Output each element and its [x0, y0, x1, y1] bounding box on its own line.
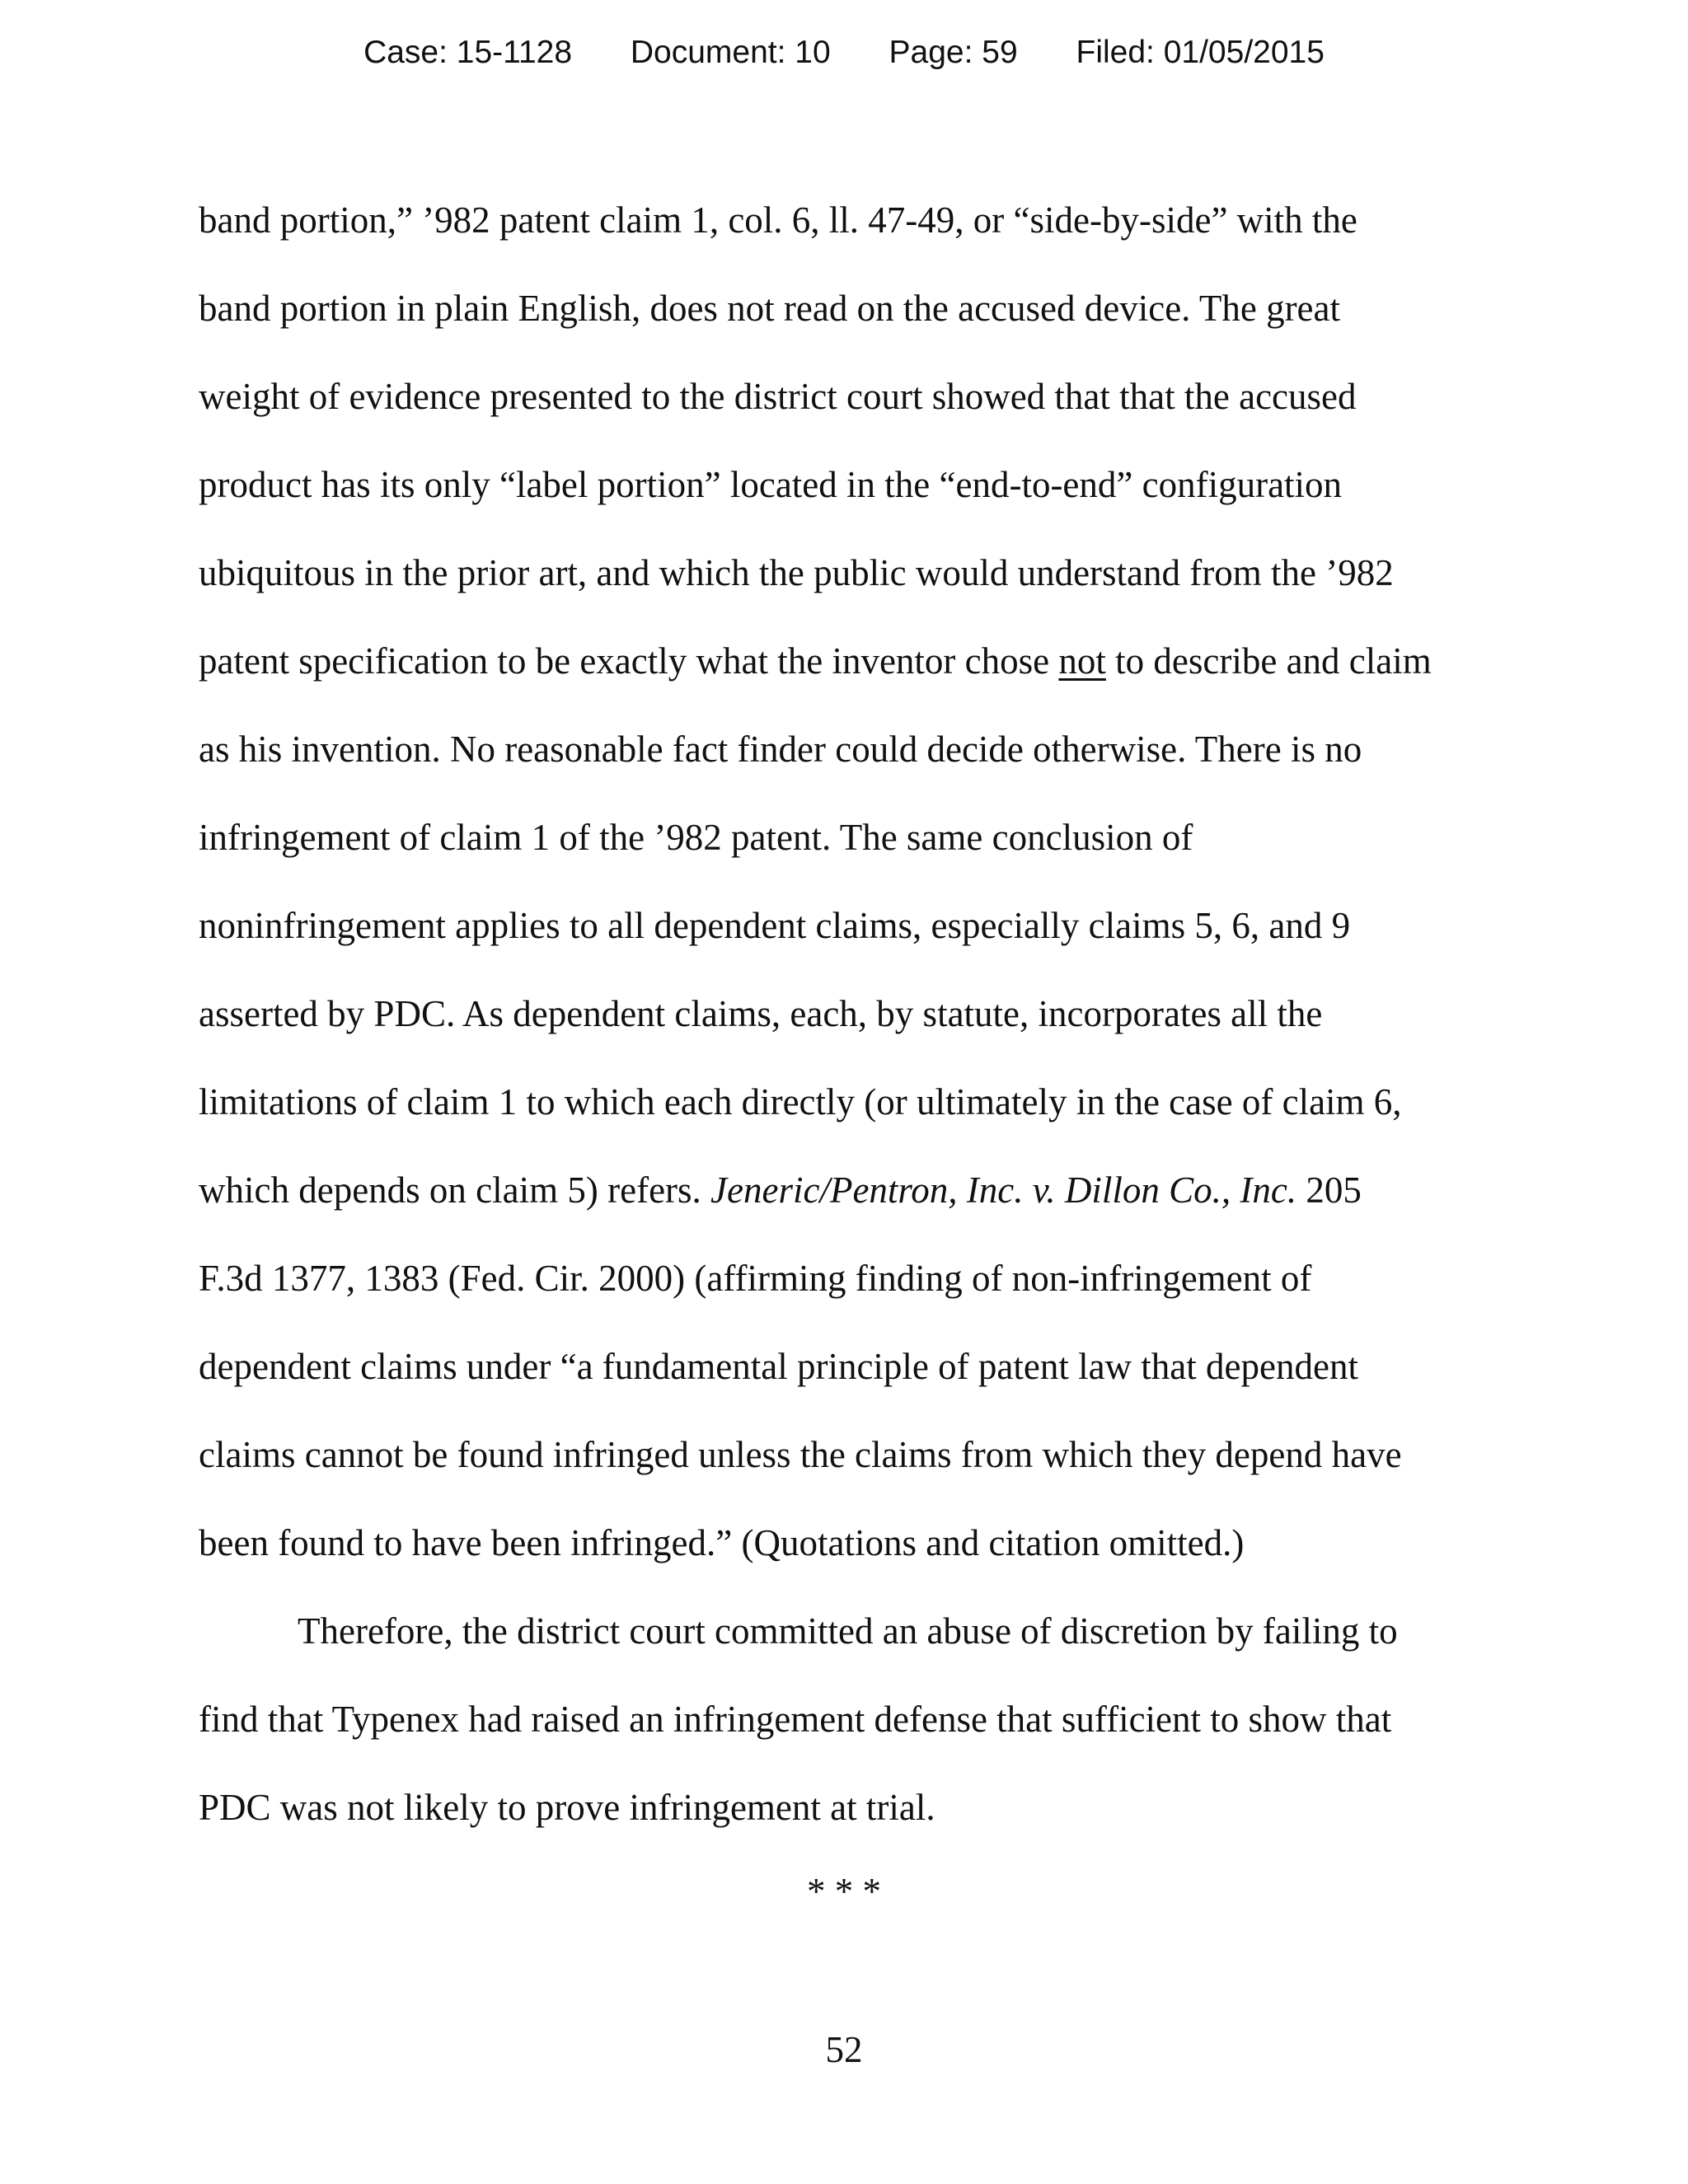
text-line	[199, 638, 1432, 684]
case-citation: Jeneric/Pentron, Inc. v. Dillon Co., Inc.	[710, 1169, 1297, 1211]
text-segment: which depends on claim 5) refers.	[199, 1169, 711, 1211]
page-indicator: Page: 59	[889, 35, 1018, 70]
text-line: been found to have been infringed.” (Quotations and citation omitted.)	[199, 1522, 1245, 1563]
text-line	[199, 1167, 1362, 1213]
text-line: dependent claims under “a fundamental principle of patent law that dependent	[199, 1346, 1358, 1387]
text-line: weight of evidence presented to the district court showed that that the accused	[199, 376, 1357, 417]
text-line: asserted by PDC. As dependent claims, each, by statute, incorporates all the	[199, 993, 1323, 1034]
text-line: infringement of claim 1 of the ’982 patent. The same conclusion of	[199, 817, 1193, 858]
page-number: 52	[825, 2029, 863, 2070]
text-line: ubiquitous in the prior art, and which the public would understand from the ’982	[199, 552, 1394, 593]
text-line: as his invention. No reasonable fact finder could decide otherwise. There is no	[199, 729, 1362, 770]
case-number: Case: 15-1128	[363, 35, 573, 70]
document-number: Document: 10	[630, 35, 831, 70]
section-separator: * * *	[807, 1871, 881, 1912]
paragraph-first-line: Therefore, the district court committed an abuse of discretion by failing to	[298, 1610, 1398, 1652]
text-line: product has its only “label portion” located in the “end-to-end” configuration	[199, 464, 1343, 505]
underlined-word: not	[1058, 640, 1106, 682]
text-line: find that Typenex had raised an infringement defense that sufficient to show that	[199, 1699, 1392, 1740]
text-line: F.3d 1377, 1383 (Fed. Cir. 2000) (affirming finding of non-infringement of	[199, 1258, 1312, 1299]
text-line: band portion,” ’982 patent claim 1, col. 6, ll. 47-49, or “side-by-side” with the	[199, 199, 1357, 241]
text-segment: 205	[1296, 1169, 1362, 1211]
text-line: claims cannot be found infringed unless the claims from which they depend have	[199, 1434, 1402, 1475]
text-segment: to describe and claim	[1105, 640, 1432, 682]
filed-date: Filed: 01/05/2015	[1076, 35, 1325, 70]
text-line: PDC was not likely to prove infringement at trial.	[199, 1787, 935, 1828]
text-segment: patent specification to be exactly what the inventor chose	[199, 640, 1059, 682]
text-line: limitations of claim 1 to which each directly (or ultimately in the case of claim 6,	[199, 1081, 1402, 1122]
text-line: noninfringement applies to all dependent claims, especially claims 5, 6, and 9	[199, 905, 1351, 946]
text-line: band portion in plain English, does not read on the accused device. The great	[199, 288, 1341, 329]
